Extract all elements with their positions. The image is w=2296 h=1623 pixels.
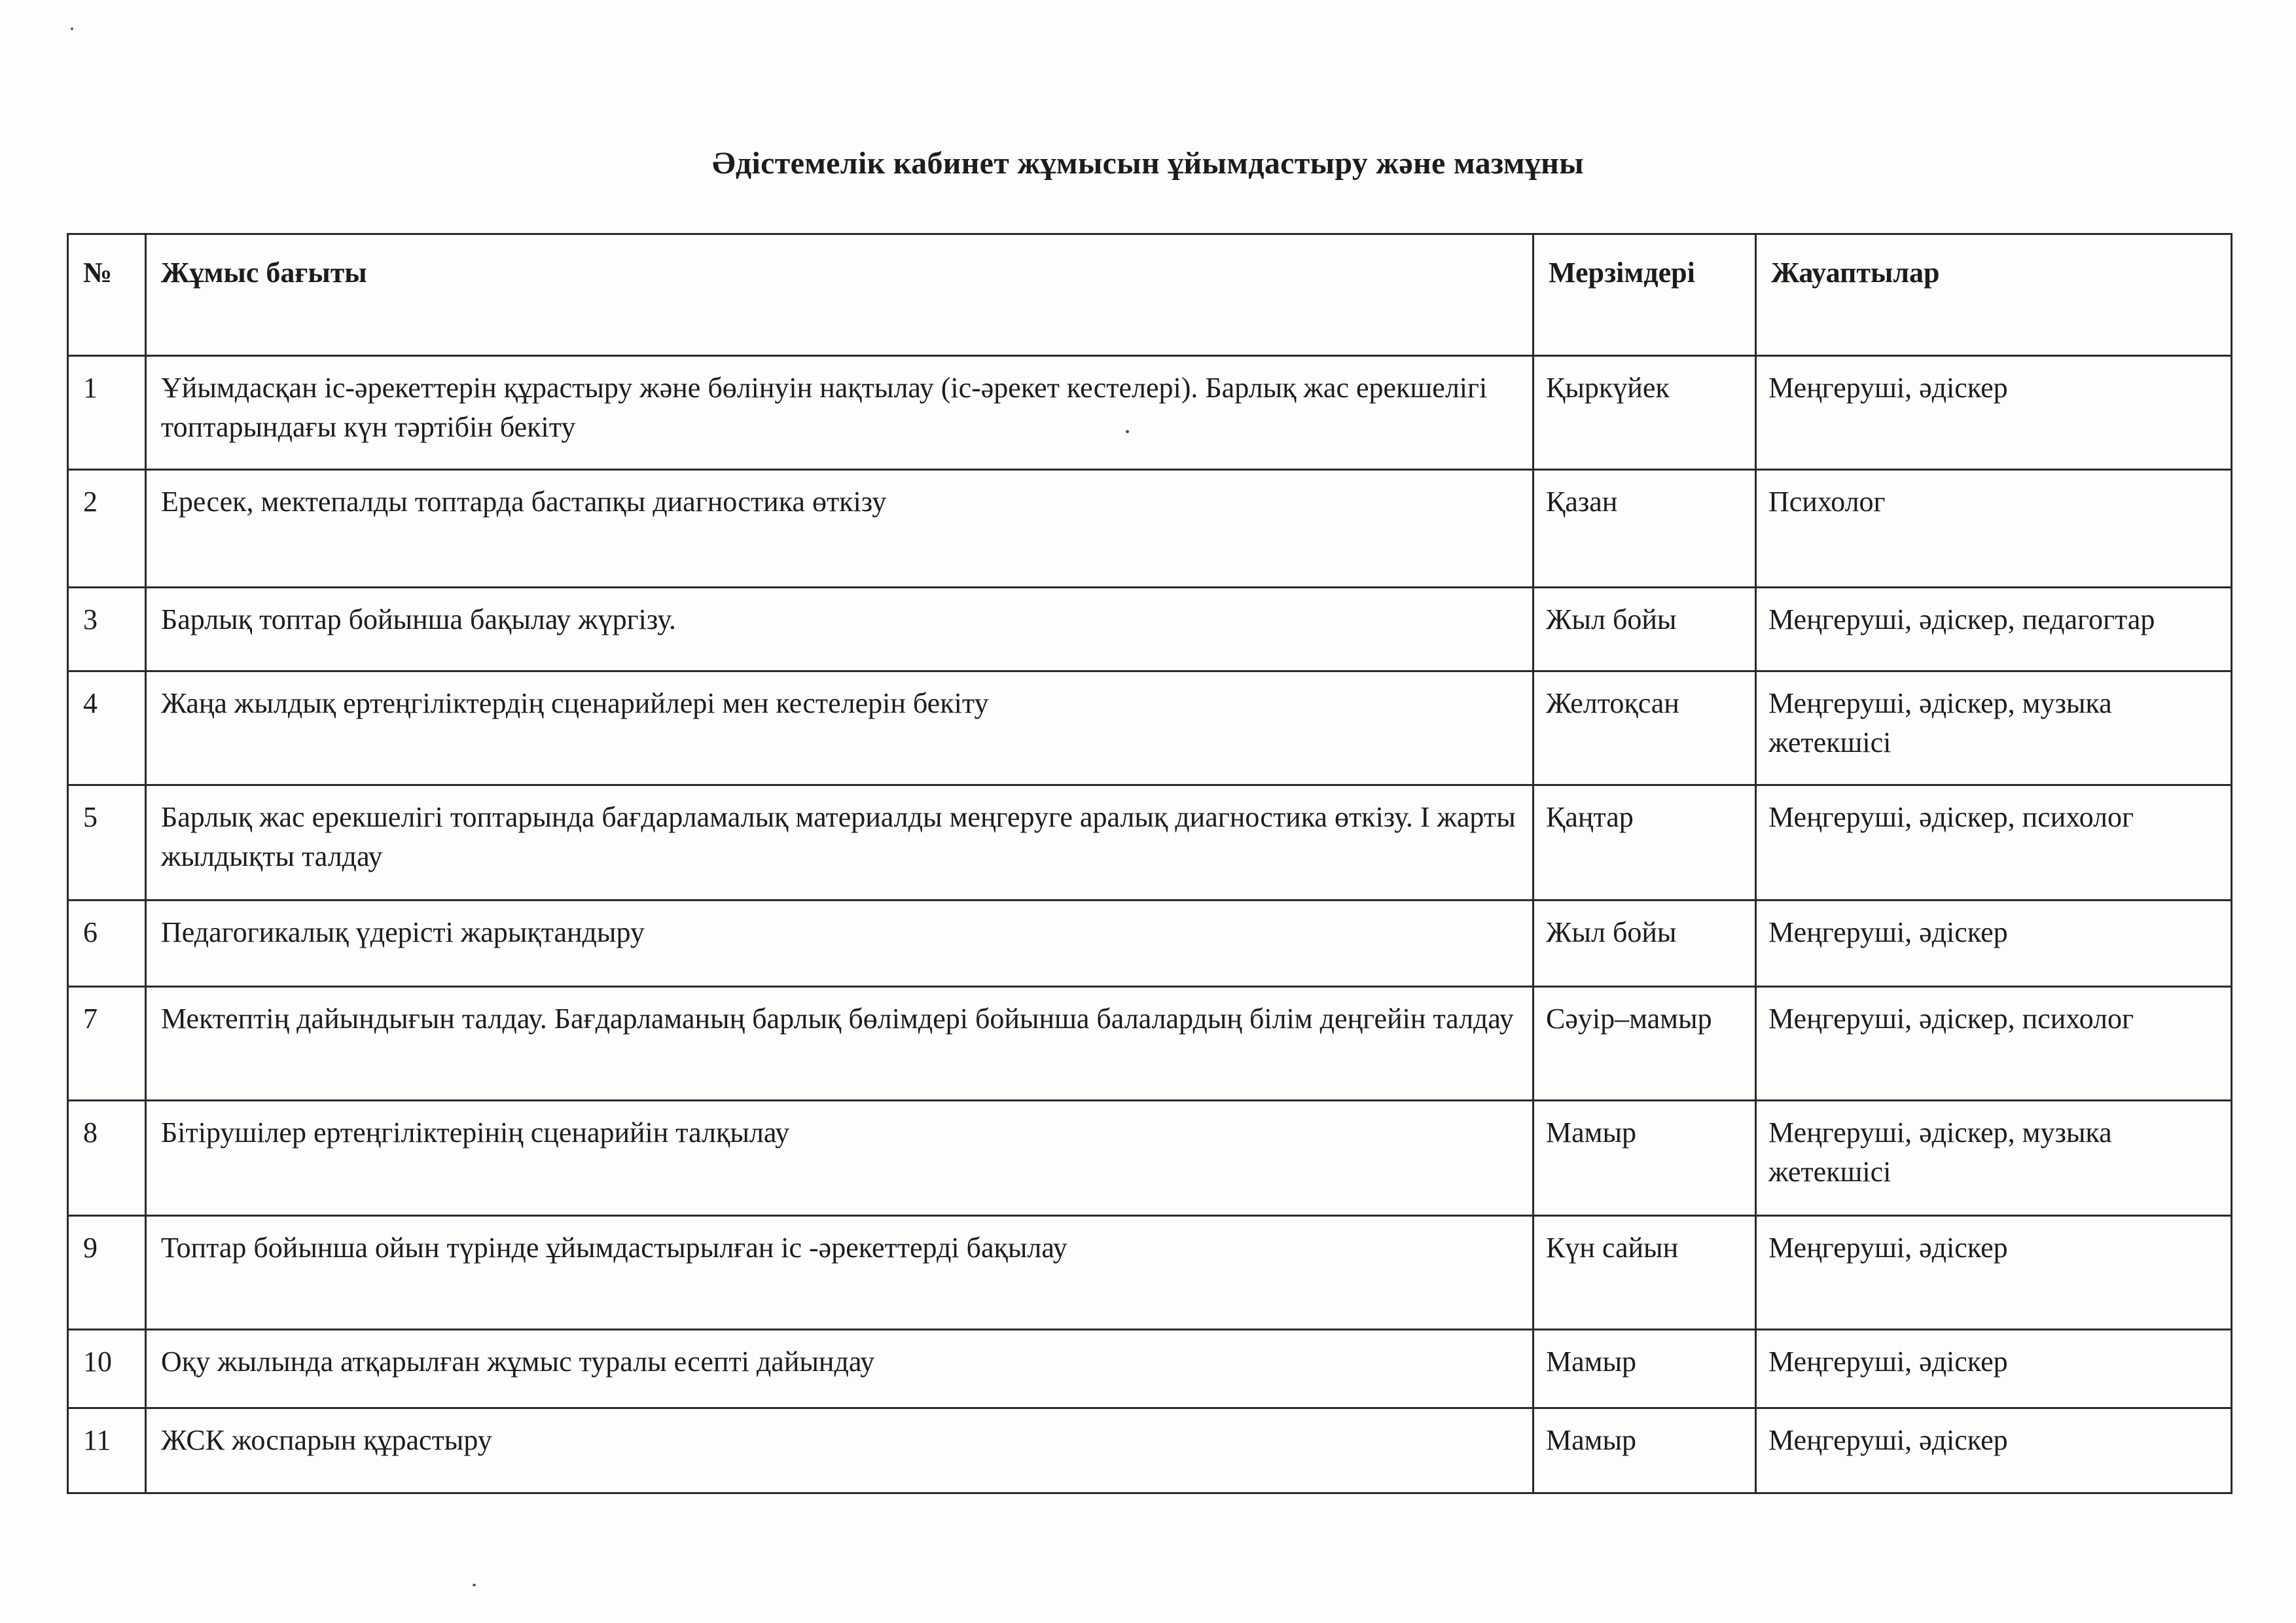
scan-speck — [1126, 430, 1129, 433]
row-terms: Жыл бойы — [1534, 588, 1756, 671]
row-direction: Жаңа жылдық ертеңгіліктердің сценарийлері мен кестелерін бекіту — [146, 671, 1534, 785]
row-direction: Педагогикалық үдерісті жарықтандыру — [146, 901, 1534, 987]
row-direction: Оқу жылында атқарылған жұмыс туралы есепті дайындау — [146, 1330, 1534, 1408]
row-direction: ЖСК жоспарын құрастыру — [146, 1408, 1534, 1493]
row-responsible: Меңгеруші, әдіскер — [1756, 1330, 2232, 1408]
row-terms: Мамыр — [1534, 1408, 1756, 1493]
row-responsible: Меңгеруші, әдіскер, педагогтар — [1756, 588, 2232, 671]
row-direction: Барлық топтар бойынша бақылау жүргізу. — [146, 588, 1534, 671]
work-plan-table — [67, 233, 2233, 1494]
header-work-direction: Жұмыс бағыты — [146, 234, 1534, 356]
row-number: 11 — [68, 1408, 146, 1493]
table-row — [68, 901, 2232, 987]
table-row — [68, 671, 2232, 785]
scan-speck — [473, 1584, 476, 1586]
row-number: 2 — [68, 470, 146, 588]
table-row — [68, 1330, 2232, 1408]
row-terms: Желтоқсан — [1534, 671, 1756, 785]
row-responsible: Меңгеруші, әдіскер — [1756, 1408, 2232, 1493]
row-number: 3 — [68, 588, 146, 671]
row-number: 5 — [68, 785, 146, 901]
row-terms: Қазан — [1534, 470, 1756, 588]
row-responsible: Меңгеруші, әдіскер, психолог — [1756, 987, 2232, 1101]
table-row — [68, 588, 2232, 671]
row-terms: Күн сайын — [1534, 1216, 1756, 1330]
table-row — [68, 1408, 2232, 1493]
row-number: 4 — [68, 671, 146, 785]
row-responsible: Меңгеруші, әдіскер — [1756, 901, 2232, 987]
row-direction: Мектептің дайындығын талдау. Бағдарламаның барлық бөлімдері бойынша балалардың білім деңгейін талдау — [146, 987, 1534, 1101]
table-header-row — [68, 234, 2232, 356]
row-terms: Жыл бойы — [1534, 901, 1756, 987]
row-number: 1 — [68, 356, 146, 470]
table-row — [68, 785, 2232, 901]
row-terms: Сәуір–мамыр — [1534, 987, 1756, 1101]
row-number: 7 — [68, 987, 146, 1101]
header-number: № — [68, 234, 146, 356]
table-row — [68, 356, 2232, 470]
table-row — [68, 470, 2232, 588]
document-title: Әдістемелік кабинет жұмысын ұйымдастыру және мазмұны — [712, 146, 1584, 181]
scan-speck — [71, 27, 73, 30]
header-responsible: Жауаптылар — [1756, 234, 2232, 356]
row-responsible: Психолог — [1756, 470, 2232, 588]
row-terms: Қаңтар — [1534, 785, 1756, 901]
row-responsible: Меңгеруші, әдіскер, музыка жетекшісі — [1756, 671, 2232, 785]
table-row — [68, 987, 2232, 1101]
row-number: 9 — [68, 1216, 146, 1330]
row-responsible: Меңгеруші, әдіскер, музыка жетекшісі — [1756, 1101, 2232, 1216]
row-terms: Мамыр — [1534, 1101, 1756, 1216]
row-direction: Ересек, мектепалды топтарда бастапқы диагностика өткізу — [146, 470, 1534, 588]
row-direction: Бітірушілер ертеңгіліктерінің сценарийін талқылау — [146, 1101, 1534, 1216]
row-number: 10 — [68, 1330, 146, 1408]
row-direction: Топтар бойынша ойын түрінде ұйымдастырылған іс -әрекеттерді бақылау — [146, 1216, 1534, 1330]
row-responsible: Меңгеруші, әдіскер, психолог — [1756, 785, 2232, 901]
row-direction: Барлық жас ерекшелігі топтарында бағдарламалық материалды меңгеруге аралық диагностика өткізу. І жарты жылдықты талдау — [146, 785, 1534, 901]
row-responsible: Меңгеруші, әдіскер — [1756, 356, 2232, 470]
table-row — [68, 1216, 2232, 1330]
row-terms: Мамыр — [1534, 1330, 1756, 1408]
row-terms: Қыркүйек — [1534, 356, 1756, 470]
row-direction: Ұйымдасқан іс-әрекеттерін құрастыру және бөлінуін нақтылау (іс-әрекет кестелері). Барлық жас ерекшелігі топтарындағы күн тәртібін бекіту — [146, 356, 1534, 470]
table-row — [68, 1101, 2232, 1216]
row-responsible: Меңгеруші, әдіскер — [1756, 1216, 2232, 1330]
header-terms: Мерзімдері — [1534, 234, 1756, 356]
row-number: 6 — [68, 901, 146, 987]
row-number: 8 — [68, 1101, 146, 1216]
